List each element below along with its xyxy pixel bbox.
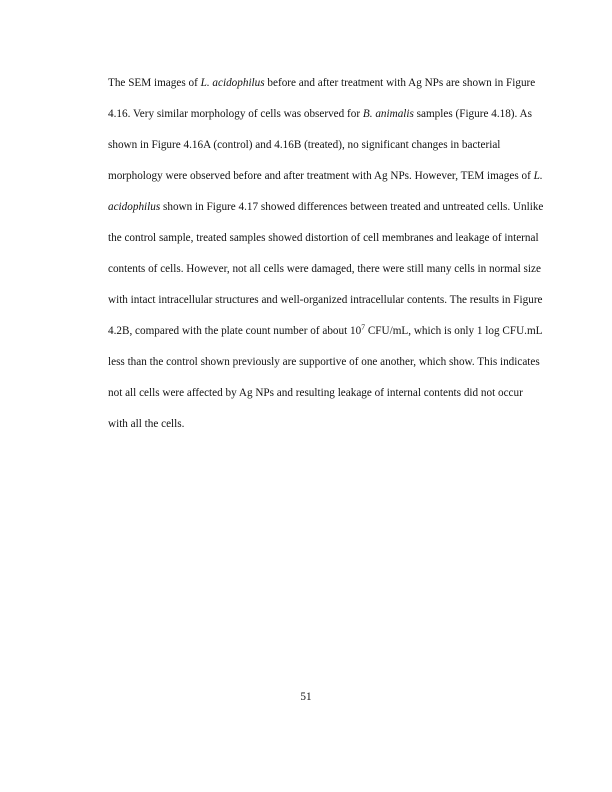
- species-name-italic: L. acidophilus: [200, 77, 265, 89]
- text-run: samples (Figure 4.18). As shown in Figure 4.16A (control) and 4.16B (treated), no significant changes in bacterial morphology were observed before and after treatment with Ag NPs. However, TEM images of: [108, 108, 534, 182]
- text-run: shown in Figure 4.17 showed differences between treated and untreated cells. Unlike the control sample, treated samples showed distortion of cell membranes and leakage of internal contents of cells. However, not all cells were damaged, there were still many cells in normal size with intact intracellular structures and well-organized intracellular contents. The results in Figure 4.2B, compared with the plate count number of about 10: [108, 201, 544, 337]
- text-run: The SEM images of: [108, 77, 201, 89]
- species-name-italic: B. animalis: [362, 108, 414, 120]
- paragraph-rich-text: [108, 68, 544, 440]
- species-name-italic: L. acidophilus: [108, 170, 543, 213]
- text-run: CFU/mL, which is only 1 log CFU.mL less than the control shown previously are supportive of one another, which show. This indicates not all cells were affected by Ag NPs and resulting leakage of internal contents did not occur with all the cells.: [108, 325, 543, 430]
- body-paragraph: [108, 68, 544, 440]
- exponent-superscript: 7: [361, 322, 366, 332]
- text-run: before and after treatment with Ag NPs are shown in Figure 4.16. Very similar morphology of cells was observed for: [108, 77, 536, 120]
- page-number: 51: [300, 691, 312, 703]
